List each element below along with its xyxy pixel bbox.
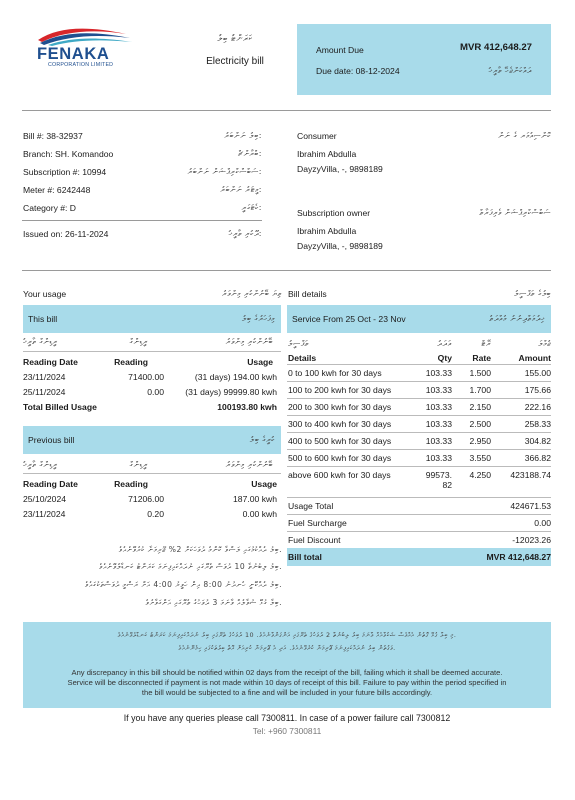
detail-row-2-amount: 175.66 <box>524 385 551 395</box>
bill-number: Bill #: 38-32937 <box>23 131 83 141</box>
this-bill-col-usage: Usage <box>247 357 273 367</box>
bill-total-value: MVR 412,648.27 <box>486 552 551 562</box>
prev-bill-row-1-usage: 187.00 kwh <box>233 494 277 504</box>
due-date: Due date: 08-12-2024 <box>316 66 400 76</box>
amount-due-box <box>297 24 551 95</box>
detail-row-4-detail: 300 to 400 kwh for 30 days <box>288 419 392 429</box>
notice-dv-line-2: ވަގުތުން ބިލު ނުދައްކައިފިނަމަ ޖޫރިމަނާ ކުރެވޭނެއެވެ. އަދި އެ ޖޫރިމަނާ ކުރިއަށް އޮތް ބިލުތަކުގައި ހިމެނޭނެއެވެ. <box>178 644 396 652</box>
owner-name: Ibrahim Abdulla <box>297 226 357 236</box>
discount-divider <box>287 531 551 532</box>
bill-total-bar <box>287 548 551 566</box>
detail-row-1-qty: 103.33 <box>425 368 452 378</box>
owner-label-dv: ސަބްސްކްރިޕްޝަން ވެރިފަރާތް <box>479 208 551 217</box>
logo-wordmark: FENAKA <box>37 45 110 63</box>
notice-box <box>23 622 551 708</box>
consumer-label: Consumer <box>297 131 337 141</box>
this-bill-label: This bill <box>28 314 58 324</box>
consumer-address: DayzyVilla, -, 9898189 <box>297 164 383 174</box>
usage-title-dv: ތިޔަ ބޭނުންކުރި މިންވަރު <box>222 289 282 298</box>
usage-total-label: Usage Total <box>288 501 334 511</box>
bill-title: Electricity bill <box>206 56 264 67</box>
detail-row-6-rate: 3.550 <box>469 453 491 463</box>
note-line-3: ބިލު ދެއްކޭނީ ހެނދުނު 8:00 އިން ހަވީރު 4:00 އަށް ރަސްމީ ދުވަސްތަކުގައެވެ. <box>84 580 282 589</box>
usage-title: Your usage <box>23 289 67 299</box>
detail-row-2-rate: 1.700 <box>469 385 491 395</box>
details-col-dv-1: ތަފްސީލު <box>288 339 309 348</box>
footer-tel[interactable]: Tel: +960 7300811 <box>252 726 322 736</box>
bill-title-dv: ކަރަންޓު ބިލު <box>217 34 253 44</box>
previous-bill-label: Previous bill <box>28 435 75 445</box>
usage-total-value: 424671.53 <box>510 501 551 511</box>
detail-row-divider <box>287 398 551 399</box>
info-divider <box>22 270 551 271</box>
detail-row-1-rate: 1.500 <box>469 368 491 378</box>
detail-row-3-rate: 2.150 <box>469 402 491 412</box>
detail-row-3-detail: 200 to 300 kwh for 30 days <box>288 402 392 412</box>
detail-row-divider <box>287 432 551 433</box>
detail-row-7-qty: 99573.82 <box>425 470 452 490</box>
detail-row-7-detail: above 600 kwh for 30 days <box>288 470 391 480</box>
this-bill-col-divider <box>23 351 281 352</box>
branch: Branch: SH. Komandoo <box>23 149 114 159</box>
detail-row-7-rate: 4.250 <box>469 470 491 480</box>
bill-number-dv: ބިލު ނަންބަރު: <box>224 131 262 140</box>
prev-bill-row-1-date: 25/10/2024 <box>23 494 67 504</box>
details-col-dv-4: ޖުމްލަ <box>538 339 551 348</box>
header-divider <box>22 110 551 111</box>
amount-due-label: Amount Due <box>316 45 364 55</box>
detail-row-5-rate: 2.950 <box>469 436 491 446</box>
this-bill-row-2-reading: 0.00 <box>147 387 164 397</box>
prev-bill-col-date: Reading Date <box>23 479 78 489</box>
this-bill-header <box>23 305 281 333</box>
detail-row-2-detail: 100 to 200 kwh for 30 days <box>288 385 392 395</box>
this-bill-row-2-usage: (31 days) 99999.80 kwh <box>185 387 277 397</box>
subscription-number: Subscription #: 10994 <box>23 167 107 177</box>
service-period-header <box>287 305 551 333</box>
prev-bill-col-divider <box>23 473 281 474</box>
details-col-rate: Rate <box>472 353 491 363</box>
details-col-qty: Qty <box>437 353 452 363</box>
this-bill-row-1-reading: 71400.00 <box>128 372 164 382</box>
note-line-1: ބިލު ދެއްކުމުގައި ލަސްވާ ކޮންމެ ދުވަހަކަށް 2% ޖޫރިމަނާ ކުރެވޭނެއެވެ. <box>118 545 282 554</box>
detail-row-6-amount: 366.82 <box>524 453 551 463</box>
this-bill-col-dv-3: ބޭނުންކުރި މިންވަރު <box>225 337 273 346</box>
this-bill-row-1-usage: (31 days) 194.00 kwh <box>194 372 277 382</box>
detail-row-5-amount: 304.82 <box>524 436 551 446</box>
note-line-4: ބިލާ ގުޅޭ ސުވާލެއް ވާނަމަ 3 ދުވަހުގެ ތެރޭގައި އަންގަވާށެވެ. <box>145 598 282 607</box>
notice-en-line-1: Any discrepancy in this bill should be notified within 02 days from the receipt of the bill, failing which it shall be deemed accurate. <box>71 668 503 677</box>
details-total-divider <box>287 497 551 498</box>
prev-bill-col-reading: Reading <box>114 479 148 489</box>
surcharge-divider <box>287 514 551 515</box>
prev-bill-col-dv-3: ބޭނުންކުރި މިންވަރު <box>225 460 273 469</box>
bill-total-label: Bill total <box>288 552 322 562</box>
notice-en-line-2: Service will be disconnected if payment is not made within 10 days of receipt of this bill. Failure to pay within the period specified in <box>67 678 507 687</box>
category: Category #: D <box>23 203 77 213</box>
logo-swoosh-icon <box>34 24 134 46</box>
fuel-surcharge-value: 0.00 <box>534 518 551 528</box>
detail-row-4-rate: 2.500 <box>469 419 491 429</box>
fuel-discount-value: -12023.26 <box>512 535 551 545</box>
service-period: Service From 25 Oct - 23 Nov <box>292 314 406 324</box>
amount-due-value: MVR 412,648.27 <box>460 42 532 53</box>
prev-bill-row-2-usage: 0.00 kwh <box>242 509 277 519</box>
detail-row-4-amount: 258.33 <box>524 419 551 429</box>
prev-bill-row-1-reading: 71206.00 <box>128 494 164 504</box>
prev-bill-row-2-reading: 0.20 <box>147 509 164 519</box>
logo-subtitle: CORPORATION LIMITED <box>48 62 114 68</box>
issued-on: Issued on: 26-11-2024 <box>23 229 109 239</box>
this-bill-col-dv-1: ރީޑިންގް ތާރީޚު <box>23 337 58 346</box>
previous-bill-header <box>23 426 281 454</box>
detail-row-4-qty: 103.33 <box>425 419 452 429</box>
this-bill-col-date: Reading Date <box>23 357 78 367</box>
prev-bill-col-dv-2: ރީޑިންގް <box>129 460 148 469</box>
owner-address: DayzyVilla, -, 9898189 <box>297 241 383 251</box>
consumer-name: Ibrahim Abdulla <box>297 149 357 159</box>
detail-row-7-amount: 423188.74 <box>510 470 551 480</box>
this-bill-col-dv-2: ރީޑިންގް <box>129 337 148 346</box>
fuel-surcharge-label: Fuel Surcharge <box>288 518 347 528</box>
detail-row-3-qty: 103.33 <box>425 402 452 412</box>
detail-row-divider <box>287 381 551 382</box>
total-billed-usage-label: Total Billed Usage <box>23 402 97 412</box>
previous-bill-label-dv: ކުރީގެ ބިލު <box>249 435 275 444</box>
detail-row-5-detail: 400 to 500 kwh for 30 days <box>288 436 392 446</box>
bill-info-divider <box>22 220 262 221</box>
bill-details-title-dv: ބިލުގެ ތަފްސީލު <box>514 289 551 298</box>
bill-details-title: Bill details <box>288 289 327 299</box>
meter-number: Meter #: 6242448 <box>23 185 91 195</box>
detail-row-1-amount: 155.00 <box>524 368 551 378</box>
notice-en-line-3: the bill would be subjected to a fine and will be included in your future bills accordingly. <box>141 688 433 697</box>
notice-dv-line-1: މި ބިލާ ގުޅޭ ގޮތުން އެއްވެސް ޝަކުވާއެއް ވާނަމަ ބިލު ލިބުނުތާ 2 ދުވަހުގެ ތެރޭގައި އަންގަންވާނެއެވެ. 10 ދުވަހުގެ ތެރޭގައި ބިލު ނުދައްކައިފިނަމަ ކަރަންޓު ކަނޑާލެވޭނެއެވެ. <box>117 631 457 639</box>
detail-row-3-amount: 222.16 <box>524 402 551 412</box>
details-col-dv-2: އަދަދު <box>437 339 452 348</box>
due-date-dv: ދައްކަންޖެހޭ ތާރީޚު <box>488 66 532 75</box>
prev-bill-col-dv-1: ރީޑިންގް ތާރީޚު <box>23 460 58 469</box>
note-line-2: ބިލު ލިބުނުތާ 10 ދުވަސް ތެރޭގައި ނުދައްކައިފިނަމަ ކަރަންޓު ކަނޑާލެވޭނެއެވެ. <box>99 562 282 571</box>
this-bill-row-2-date: 25/11/2024 <box>23 387 66 397</box>
detail-row-divider <box>287 449 551 450</box>
prev-bill-row-2-date: 23/11/2024 <box>23 509 66 519</box>
detail-row-6-detail: 500 to 600 kwh for 30 days <box>288 453 392 463</box>
details-header-divider <box>287 364 551 365</box>
detail-row-6-qty: 103.33 <box>425 453 452 463</box>
details-col-amount: Amount <box>518 353 551 363</box>
detail-row-5-qty: 103.33 <box>425 436 452 446</box>
consumer-label-dv: ކޮންސިއުމަރ ގެ ނަން <box>498 131 551 140</box>
prev-bill-col-usage: Usage <box>251 479 277 489</box>
total-billed-usage-value: 100193.80 kwh <box>217 402 277 412</box>
details-col-dv-3: ރޭޓް <box>481 339 491 348</box>
this-bill-row-1-date: 23/11/2024 <box>23 372 66 382</box>
subscription-number-dv: ސަބްސްކްރިޕްޝަން ނަންބަރު: <box>187 167 262 176</box>
owner-label: Subscription owner <box>297 208 371 218</box>
footer-queries: If you have any queries please call 7300811. In case of a power failure call 7300812 <box>123 713 451 723</box>
service-period-dv: ޚިދުމަތްދިނުނު މުއްދަތު <box>489 314 545 323</box>
issued-on-dv: ދޫކުރި ތާރީޚު: <box>228 229 262 238</box>
category-dv: ކެޓަގަރީ: <box>241 203 262 212</box>
detail-row-divider <box>287 415 551 416</box>
this-bill-label-dv: މިފަހަރުގެ ބިލު <box>241 314 275 323</box>
fenaka-logo <box>34 24 134 70</box>
branch-dv: ބްރާންޗް: <box>237 149 262 158</box>
detail-row-2-qty: 103.33 <box>425 385 452 395</box>
details-col-details: Details <box>288 353 317 363</box>
detail-row-1-detail: 0 to 100 kwh for 30 days <box>288 368 382 378</box>
detail-row-divider <box>287 466 551 467</box>
this-bill-col-reading: Reading <box>114 357 148 367</box>
fuel-discount-label: Fuel Discount <box>288 535 341 545</box>
meter-number-dv: މީޓަރު ނަންބަރު: <box>220 185 262 194</box>
